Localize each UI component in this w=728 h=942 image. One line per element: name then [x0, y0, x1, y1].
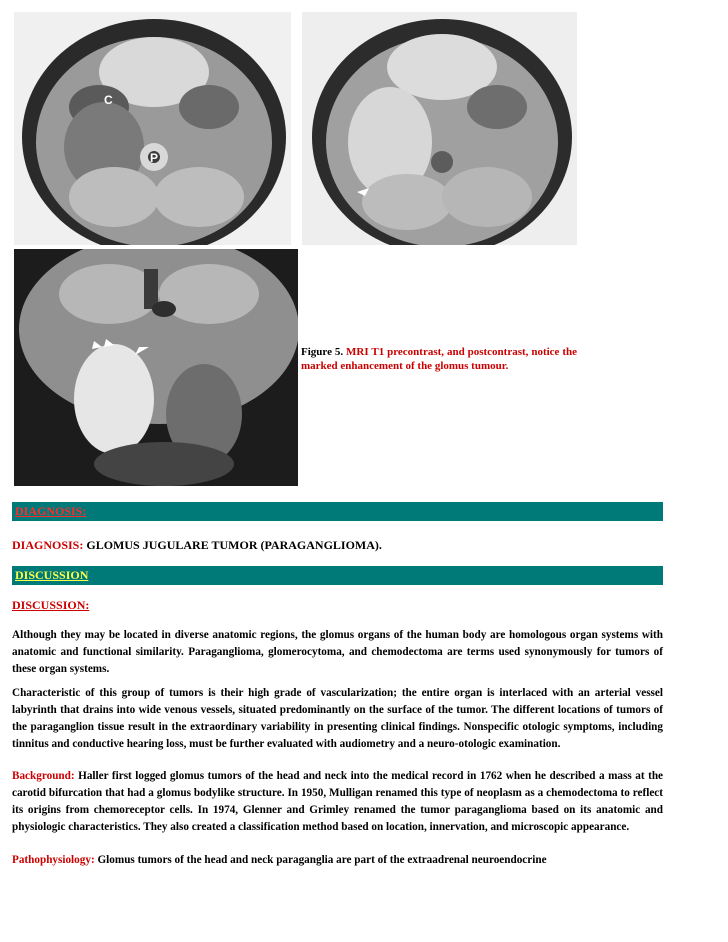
diagnosis-text: GLOMUS JUGULARE TUMOR (PARAGANGLIOMA). — [86, 538, 382, 552]
mri-postcontrast-coronal-image — [14, 249, 298, 486]
discussion-paragraph-2: Characteristic of this group of tumors is their high grade of vascularization; the entire organ is interlaced with an arterial vessel labyrinth that drains into wide venous vessels, situated predominantly on the surface of the tumor. The different locations of tumors of the paraganglion tissue result in the extraordinary variability in presenting clinical findings. Nonspecific otologic symptoms, including tinnitus and conductive hearing loss, must be further evaluated with audiometry and a neuro-otologic examination. — [12, 687, 663, 750]
background-paragraph — [12, 768, 663, 836]
discussion-section-bar — [12, 566, 663, 585]
mri-postcontrast-axial-image — [302, 12, 577, 245]
figure-caption-prefix: Figure 5. — [301, 346, 344, 358]
background-text: Haller first logged glomus tumors of the head and neck into the medical record in 1762 when he described a mass at the carotid bifurcation that had a glomus bodylike structure. In 1950, Mulligan renamed this type of neoplasm as a chemodectoma to reflect its origins from chemoreceptor cells. In 1974, Glenner and Grimley renamed the tumor paraganglioma based on its anatomic and physiologic characteristics. They also created a classification method based on location, innervation, and microscopic appearance. — [12, 770, 664, 833]
diagnosis-section-bar — [12, 502, 663, 521]
mri-precontrast-image — [14, 12, 291, 245]
mri-label-c: C — [104, 93, 113, 107]
pathophysiology-text: Glomus tumors of the head and neck paraganglia are part of the extraadrenal neuroendocrine — [97, 854, 547, 866]
discussion-heading: DISCUSSION: — [12, 598, 90, 612]
background-label: Background: — [12, 770, 75, 782]
diagnosis-bar-label: DIAGNOSIS: — [15, 504, 87, 518]
mri-label-p: P — [150, 151, 159, 165]
diagnosis-line — [12, 538, 663, 553]
diagnosis-label: DIAGNOSIS: — [12, 538, 84, 552]
discussion-bar-label: DISCUSSION — [15, 568, 89, 582]
discussion-paragraph-1: Although they may be located in diverse anatomic regions, the glomus organs of the human body are homologous organ systems with anatomic and functional similarity. Paraganglioma, glomerocytoma, and chemodectoma are terms used synonymously for tumors of these organ systems. — [12, 629, 663, 675]
pathophysiology-paragraph — [12, 852, 663, 869]
figure-caption — [301, 345, 577, 373]
figure-caption-text: MRI T1 precontrast, and postcontrast, notice the marked enhancement of the glomus tumour. — [301, 346, 577, 372]
pathophysiology-label: Pathophysiology: — [12, 854, 95, 866]
